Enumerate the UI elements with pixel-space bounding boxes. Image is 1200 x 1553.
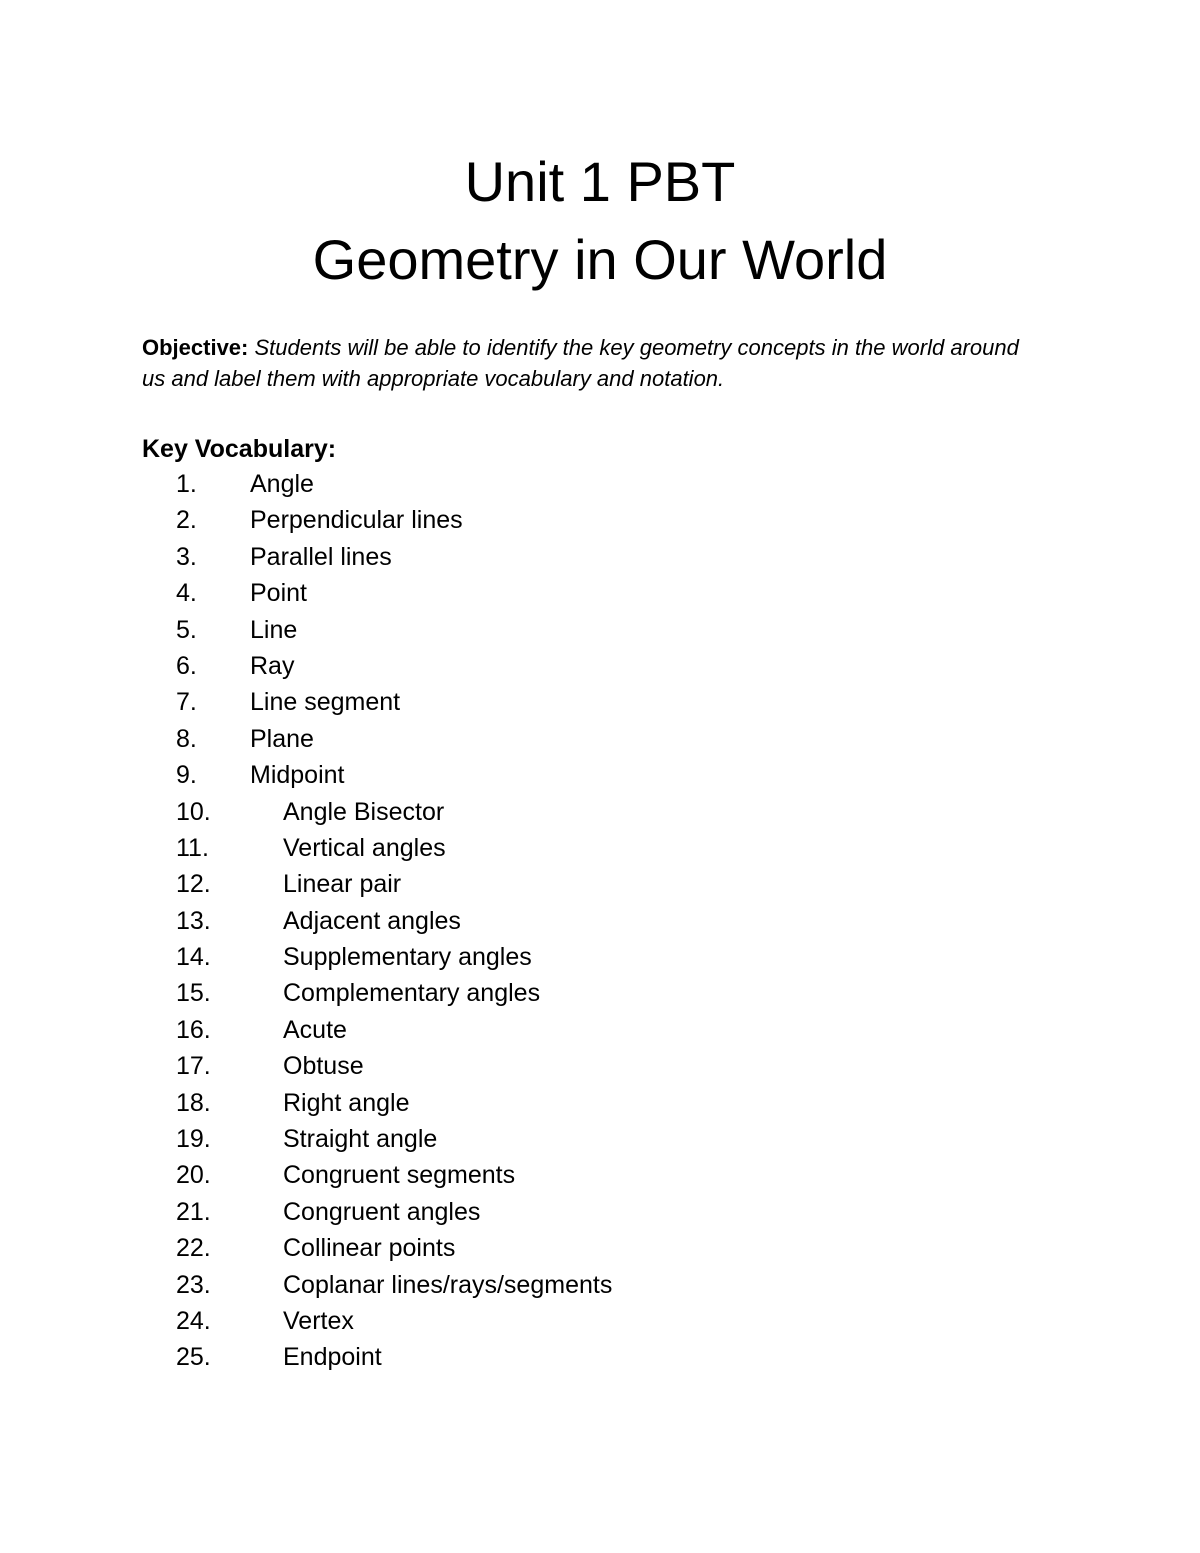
vocabulary-list [0, 466, 1200, 1376]
vocabulary-item [0, 721, 1200, 757]
objective-paragraph [142, 332, 1042, 394]
vocabulary-item-number: 18. [176, 1088, 211, 1117]
vocabulary-item-term: Perpendicular lines [250, 506, 463, 535]
vocabulary-item-term: Vertical angles [283, 833, 446, 862]
vocabulary-item-term: Coplanar lines/rays/segments [283, 1270, 613, 1299]
vocabulary-item-number: 5. [176, 615, 197, 644]
vocabulary-item-number: 1. [176, 470, 197, 498]
vocabulary-item-number: 20. [176, 1161, 211, 1190]
vocabulary-item-term: Endpoint [283, 1343, 382, 1372]
vocabulary-item [0, 903, 1200, 939]
vocabulary-item-number: 11. [176, 833, 209, 862]
vocabulary-item-number: 6. [176, 651, 197, 680]
vocabulary-item [0, 1303, 1200, 1339]
vocabulary-item-term: Midpoint [250, 761, 345, 790]
vocabulary-item-number: 10. [176, 797, 211, 826]
vocabulary-item [0, 1267, 1200, 1303]
document-subtitle: Geometry in Our World [312, 228, 888, 291]
vocabulary-item-number: 2. [176, 506, 197, 535]
vocabulary-item [0, 830, 1200, 866]
vocabulary-item-number: 16. [176, 1015, 211, 1044]
vocabulary-item-number: 22. [176, 1234, 211, 1263]
vocabulary-item-number: 14. [176, 943, 211, 972]
vocabulary-item-term: Congruent segments [283, 1161, 516, 1190]
vocabulary-item-term: Vertex [283, 1306, 354, 1335]
vocabulary-item [0, 757, 1200, 793]
vocabulary-item [0, 1230, 1200, 1266]
vocabulary-item [0, 539, 1200, 575]
vocabulary-item-term: Linear pair [283, 870, 402, 899]
vocabulary-item [0, 684, 1200, 720]
vocabulary-item [0, 648, 1200, 684]
vocabulary-item [0, 1048, 1200, 1084]
vocabulary-item-number: 9. [176, 761, 197, 790]
vocabulary-item [0, 1085, 1200, 1121]
vocabulary-item [0, 866, 1200, 902]
vocabulary-item-term: Right angle [283, 1088, 410, 1117]
vocabulary-item-number: 24. [176, 1306, 211, 1335]
vocabulary-item-term: Obtuse [283, 1052, 364, 1081]
vocabulary-item-number: 3. [176, 542, 197, 571]
vocabulary-item-number: 13. [176, 906, 211, 935]
vocabulary-item-number: 23. [176, 1270, 211, 1299]
vocabulary-item-term: Ray [250, 651, 295, 680]
vocabulary-item-number: 21. [176, 1197, 211, 1226]
vocabulary-item-term: Supplementary angles [283, 943, 532, 972]
title-block [0, 143, 1200, 299]
vocabulary-item-number: 4. [176, 579, 197, 608]
vocabulary-item-number: 17. [176, 1052, 211, 1081]
vocabulary-item [0, 502, 1200, 538]
document-title: Unit 1 PBT [464, 150, 736, 213]
vocabulary-heading: Key Vocabulary: [142, 435, 337, 463]
vocabulary-item-number: 12. [176, 870, 211, 899]
vocabulary-item [0, 975, 1200, 1011]
objective-label: Objective: [142, 335, 249, 360]
vocabulary-item-term: Acute [283, 1015, 347, 1044]
vocabulary-item-term: Plane [250, 724, 314, 753]
vocabulary-item-term: Congruent angles [283, 1197, 481, 1226]
vocabulary-item-number: 7. [176, 688, 197, 717]
vocabulary-item-term: Collinear points [283, 1234, 456, 1263]
vocabulary-item-term: Parallel lines [250, 542, 392, 571]
vocabulary-item [0, 1194, 1200, 1230]
vocabulary-item-term: Point [250, 579, 307, 608]
vocabulary-item [0, 466, 1200, 502]
vocabulary-item-term: Line [250, 615, 298, 644]
vocabulary-item [0, 794, 1200, 830]
vocabulary-item [0, 1157, 1200, 1193]
vocabulary-item-term: Angle Bisector [283, 797, 445, 826]
vocabulary-item [0, 612, 1200, 648]
vocabulary-item [0, 1012, 1200, 1048]
vocabulary-item [0, 575, 1200, 611]
vocabulary-item [0, 939, 1200, 975]
vocabulary-item-term: Adjacent angles [283, 906, 461, 935]
vocabulary-item-number: 8. [176, 724, 197, 753]
vocabulary-item-number: 19. [176, 1125, 211, 1154]
vocabulary-item-term: Line segment [250, 688, 401, 717]
vocabulary-item [0, 1339, 1200, 1375]
vocabulary-item-term: Angle [250, 470, 314, 498]
vocabulary-item-number: 15. [176, 979, 211, 1008]
objective-text: Students will be able to identify the key geometry concepts in the world around us and label them with appropriate vocabulary and notation. [142, 335, 1019, 391]
vocabulary-item-term: Complementary angles [283, 979, 541, 1008]
vocabulary-item-number: 25. [176, 1343, 211, 1372]
vocabulary-item [0, 1121, 1200, 1157]
vocabulary-item-term: Straight angle [283, 1125, 438, 1154]
